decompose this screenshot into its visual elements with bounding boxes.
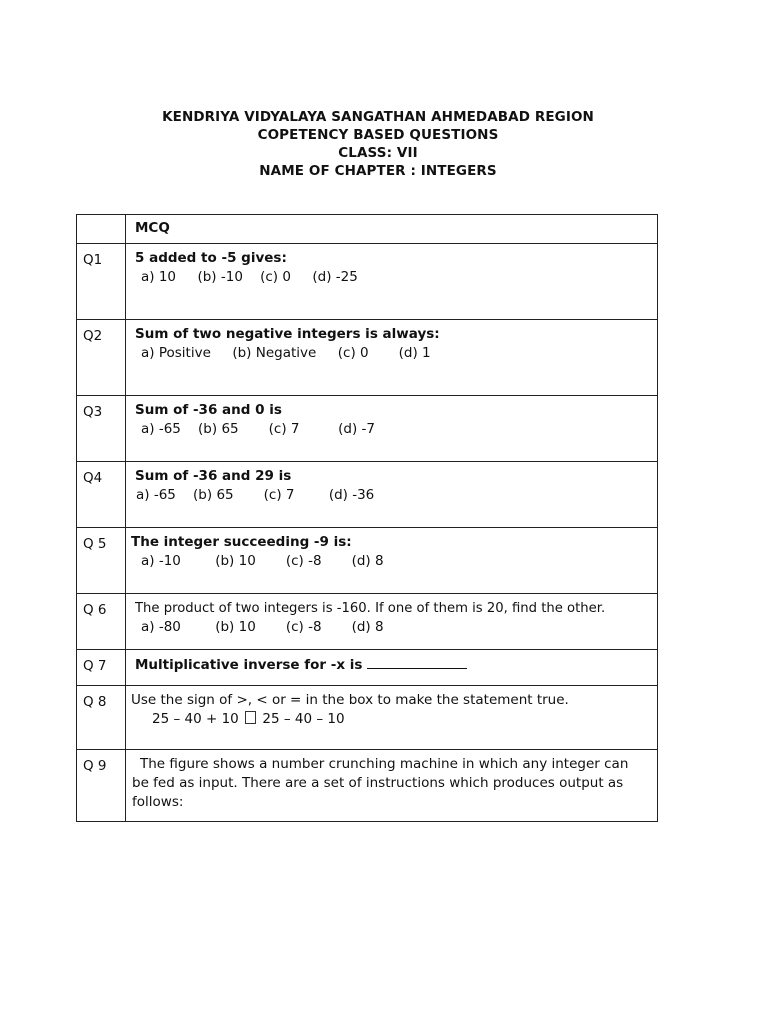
question-text: The product of two integers is -160. If one of them is 20, find the other. [135, 601, 606, 616]
expression-right: 25 – 40 – 10 [262, 711, 345, 727]
question-number: Q 5 [77, 528, 126, 594]
question-cell [126, 686, 658, 750]
answer-blank [367, 656, 467, 669]
question-row [77, 686, 658, 750]
question-options: a) 10 (b) -10 (c) 0 (d) -25 [141, 269, 358, 285]
worksheet-type: COPETENCY BASED QUESTIONS [257, 127, 499, 143]
question-text: The figure shows a number crunching machine in which any integer can be fed as input. There are a set of instructions which produces output as follows: [132, 756, 629, 810]
question-text: 5 added to -5 gives: [135, 250, 287, 266]
question-options: a) -80 (b) 10 (c) -8 (d) 8 [141, 619, 384, 635]
question-number: Q1 [77, 244, 126, 320]
question-cell [126, 594, 658, 650]
question-row [77, 594, 658, 650]
question-options: a) -65 (b) 65 (c) 7 (d) -36 [136, 487, 375, 503]
question-options: a) -65 (b) 65 (c) 7 (d) -7 [141, 421, 375, 437]
question-row [77, 244, 658, 320]
question-number: Q 7 [77, 650, 126, 686]
question-number: Q 8 [77, 686, 126, 750]
question-cell [126, 396, 658, 462]
question-cell [126, 528, 658, 594]
question-cell [126, 320, 658, 396]
question-text: Sum of -36 and 29 is [135, 468, 292, 484]
question-number: Q 6 [77, 594, 126, 650]
question-number: Q 9 [77, 750, 126, 822]
question-cell [126, 244, 658, 320]
question-text: Use the sign of >, < or = in the box to make the statement true. [131, 692, 569, 708]
answer-box-icon [245, 711, 256, 724]
document-header [0, 108, 756, 180]
question-text: The integer succeeding -9 is: [131, 534, 352, 550]
question-number: Q4 [77, 462, 126, 528]
question-cell [126, 650, 658, 686]
question-options: a) Positive (b) Negative (c) 0 (d) 1 [141, 345, 431, 361]
question-row [77, 650, 658, 686]
question-text: Sum of two negative integers is always: [135, 326, 440, 342]
chapter-name: NAME OF CHAPTER : INTEGERS [259, 163, 497, 179]
region-title: KENDRIYA VIDYALAYA SANGATHAN AHMEDABAD REGION [162, 109, 594, 125]
empty-cell [77, 215, 126, 244]
question-text: Multiplicative inverse for -x is [135, 657, 363, 673]
question-number: Q2 [77, 320, 126, 396]
question-row [77, 750, 658, 822]
question-row [77, 462, 658, 528]
question-row [77, 320, 658, 396]
expression-left: 25 – 40 + 10 [152, 711, 239, 727]
mcq-heading-cell [126, 215, 658, 244]
table-heading-row [77, 215, 658, 244]
question-row [77, 528, 658, 594]
question-text: Sum of -36 and 0 is [135, 402, 282, 418]
questions-table [76, 214, 658, 822]
question-options: a) -10 (b) 10 (c) -8 (d) 8 [141, 553, 384, 569]
question-row [77, 396, 658, 462]
question-cell [126, 462, 658, 528]
class-label: CLASS: VII [338, 145, 418, 161]
mcq-heading: MCQ [135, 220, 170, 236]
question-number: Q3 [77, 396, 126, 462]
comparison-expression [131, 710, 657, 729]
question-cell [126, 750, 658, 822]
